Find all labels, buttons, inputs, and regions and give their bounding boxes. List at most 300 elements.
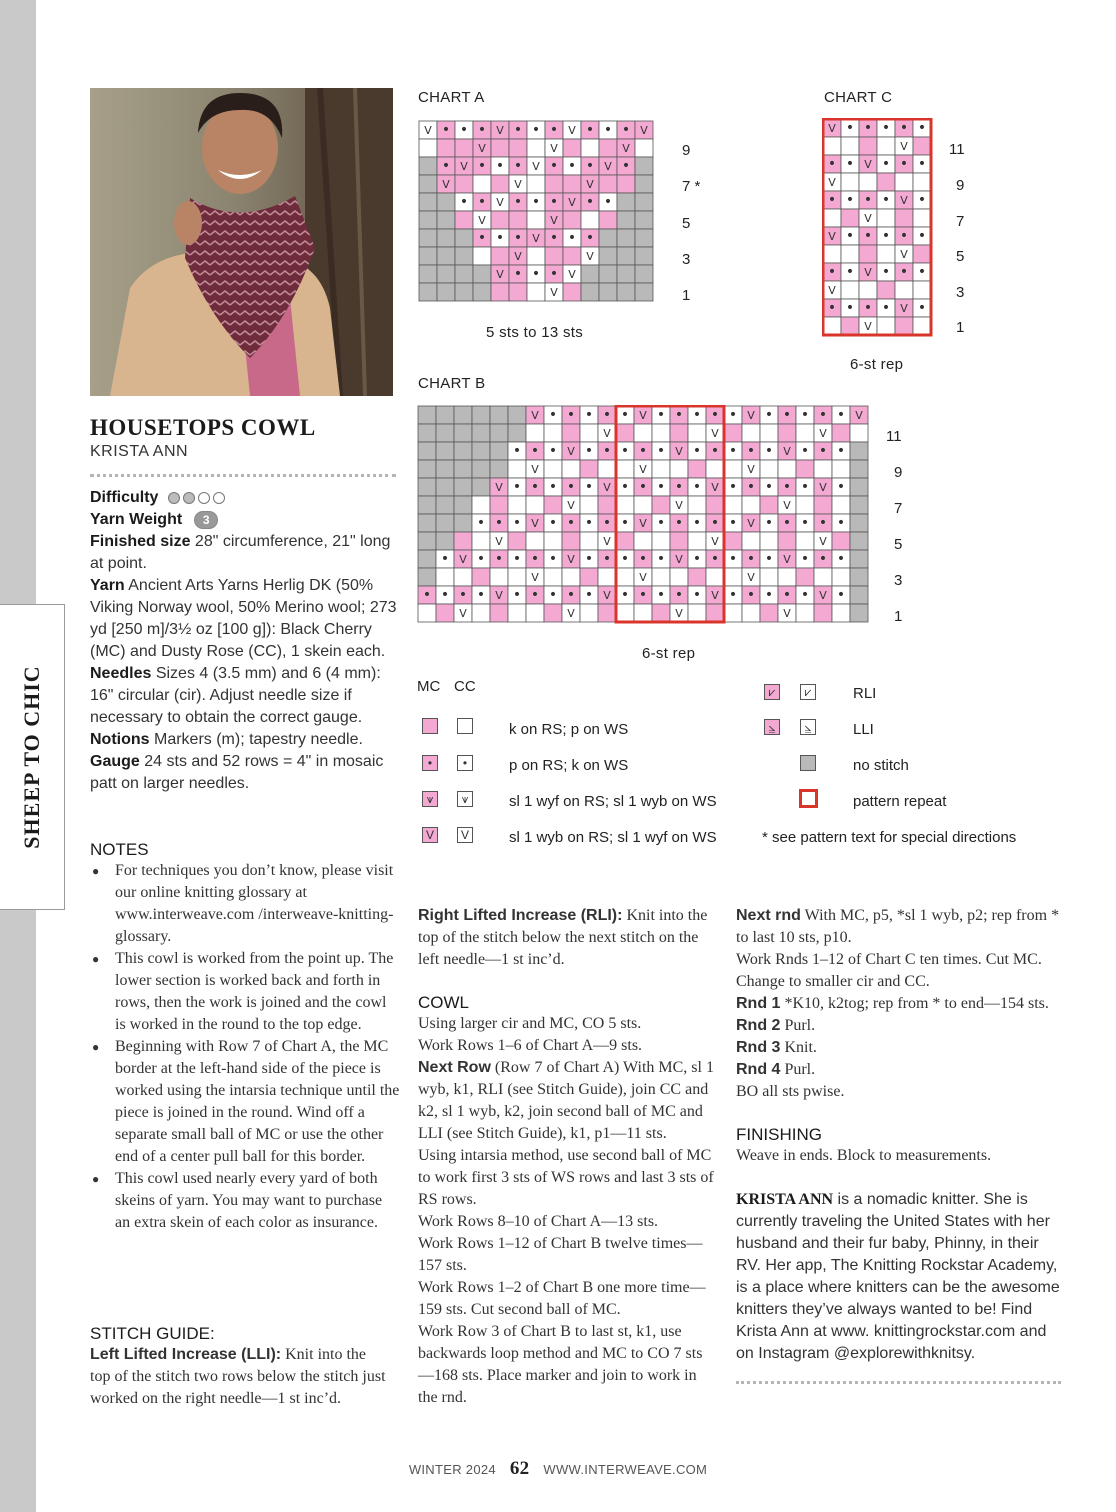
chart-cell — [877, 245, 895, 263]
chart-cell — [598, 460, 616, 478]
rli-text: Knit into the top of the stitch below the next stitch on the left needle—1 st inc’d. — [418, 907, 708, 968]
chart-cell — [616, 496, 634, 514]
chart-cell — [436, 604, 454, 622]
chart-symbol: • — [459, 122, 469, 138]
chart-cell — [455, 247, 473, 265]
chart-symbol: • — [549, 158, 559, 174]
chart-cell — [454, 478, 472, 496]
chart-symbol: • — [567, 230, 577, 246]
column-right — [736, 905, 1061, 1384]
chart-symbol: V — [550, 214, 558, 227]
list-item: ● This cowl used nearly every yard of both skeins of yarn. You may want to purchase an extra skein of each color as insurance. — [90, 1168, 400, 1234]
chart-cell — [527, 139, 545, 157]
chart-cell — [859, 281, 877, 299]
chart-cell — [418, 496, 436, 514]
chart-symbol: • — [836, 407, 846, 423]
cowl-step: Work Rows 8–10 of Chart A—13 sts. — [418, 1213, 659, 1230]
chart-cell — [437, 139, 455, 157]
chart-symbol: • — [845, 120, 855, 136]
chart-cell — [823, 317, 841, 335]
chart-symbol: • — [585, 158, 595, 174]
chart-cell — [617, 247, 635, 265]
column-middle — [418, 905, 718, 1409]
chart-symbol: • — [476, 587, 486, 603]
chart-cell — [877, 137, 895, 155]
chart-symbol: V — [496, 124, 504, 137]
chart-cell — [778, 460, 796, 478]
chart-cell — [419, 211, 437, 229]
chart-symbol: • — [603, 194, 613, 210]
row-label: 9 — [682, 142, 691, 159]
chart-symbol: • — [441, 158, 451, 174]
chart-symbol: • — [710, 443, 720, 459]
chart-symbol: V — [675, 553, 683, 566]
chart-symbol: V — [711, 589, 719, 602]
notes-list — [90, 860, 400, 1234]
chart-symbol: V — [567, 445, 575, 458]
chart-symbol: V — [531, 409, 539, 422]
chart-symbol: • — [800, 407, 810, 423]
chart-symbol: • — [530, 587, 540, 603]
chart-cell — [491, 283, 509, 301]
chart-symbol: • — [827, 156, 837, 172]
chart-symbol: • — [746, 479, 756, 495]
chart-symbol: • — [549, 122, 559, 138]
chart-cell — [418, 604, 436, 622]
chart-cell — [455, 139, 473, 157]
chart-symbol: • — [881, 120, 891, 136]
chart-cell — [634, 424, 652, 442]
chart-symbol: • — [656, 443, 666, 459]
chart-symbol: • — [530, 551, 540, 567]
chart-symbol: • — [584, 479, 594, 495]
chart-symbol: V — [819, 589, 827, 602]
chart-symbol: • — [899, 264, 909, 280]
chart-cell — [724, 604, 742, 622]
chart-symbol: • — [692, 443, 702, 459]
rnd1-label: Rnd 1 — [736, 995, 781, 1012]
legend-sl-wyb-cc: V — [457, 827, 473, 843]
chart-symbol: • — [584, 443, 594, 459]
list-item: ● Beginning with Row 7 of Chart A, the MC border at the left-hand side of the piece is worked using the intarsia technique until the piece is joined in the round. Wind off a separate small ball of MC or use the other end of a center pull ball for this border. — [90, 1036, 400, 1168]
chart-symbol: • — [674, 407, 684, 423]
chart-cell — [580, 460, 598, 478]
chart-cell — [454, 442, 472, 460]
chart-cell — [895, 281, 913, 299]
rnd3-label: Rnd 3 — [736, 1039, 781, 1056]
chart-cell — [418, 478, 436, 496]
chart-cell — [508, 568, 526, 586]
chart-symbol: • — [818, 443, 828, 459]
chart-cell — [419, 157, 437, 175]
chart-cell — [544, 496, 562, 514]
chart-symbol: • — [800, 479, 810, 495]
chart-symbol: • — [584, 551, 594, 567]
section-tab — [0, 604, 65, 910]
chart-symbol: • — [621, 122, 631, 138]
chart-cell — [796, 532, 814, 550]
row-label: 11 — [949, 141, 965, 158]
chart-cell — [913, 137, 931, 155]
chart-symbol: • — [800, 551, 810, 567]
chart-symbol: V — [514, 178, 522, 191]
chart-symbol: • — [548, 443, 558, 459]
row-label: 5 — [894, 536, 903, 553]
chart-symbol: • — [656, 407, 666, 423]
chart-cell — [508, 604, 526, 622]
legend-sl-wyf-mc: ⩛ — [422, 791, 438, 807]
chart-symbol: V — [828, 230, 836, 243]
yarn-weight-icon — [194, 511, 218, 529]
chart-cell — [544, 604, 562, 622]
list-item: ● For techniques you don’t know, please visit our online knitting glossary at www.interweave.com /interweave-knitting-glossary. — [90, 860, 400, 948]
chart-symbol: • — [584, 515, 594, 531]
chart-cell — [895, 173, 913, 191]
chart-cell — [472, 568, 490, 586]
chart-symbol: • — [566, 407, 576, 423]
chart-cell — [634, 532, 652, 550]
chart-cell — [841, 173, 859, 191]
chart-cell — [454, 406, 472, 424]
chart-cell — [841, 245, 859, 263]
chart-symbol: V — [622, 142, 630, 155]
chart-symbol: V — [495, 589, 503, 602]
chart-a-title: CHART A — [418, 89, 485, 106]
chart-symbol: • — [477, 194, 487, 210]
chart-symbol: V — [550, 142, 558, 155]
bind-off: BO all sts pwise. — [736, 1083, 845, 1100]
notes-heading: NOTES — [90, 840, 149, 859]
chart-cell — [688, 460, 706, 478]
difficulty-dot — [183, 492, 195, 504]
chart-symbol: • — [710, 407, 720, 423]
col3-step: Change to smaller cir and CC. — [736, 973, 930, 990]
chart-symbol: V — [855, 409, 863, 422]
chart-cell — [454, 532, 472, 550]
lli-label: Left Lifted Increase (LLI): — [90, 1346, 282, 1363]
chart-symbol: • — [881, 300, 891, 316]
chart-symbol: • — [800, 587, 810, 603]
chart-cell — [760, 424, 778, 442]
chart-cell — [436, 424, 454, 442]
chart-symbol: • — [746, 587, 756, 603]
chart-cell — [688, 532, 706, 550]
chart-cell — [491, 175, 509, 193]
chart-cell — [742, 496, 760, 514]
chart-symbol: • — [692, 587, 702, 603]
chart-cell — [508, 496, 526, 514]
chart-symbol: V — [747, 409, 755, 422]
chart-cell — [617, 193, 635, 211]
legend-sl-wyb-mc: V — [422, 827, 438, 843]
chart-symbol: • — [602, 407, 612, 423]
chart-cell — [418, 532, 436, 550]
chart-symbol: • — [863, 300, 873, 316]
chart-cell — [455, 283, 473, 301]
chart-cell — [490, 442, 508, 460]
bio-text: is a nomadic knitter. She is currently traveling the United States with her husband and their fur baby, Phinny, in their RV. Her app, The Knitting Rockstar Academy, is a place where knitters can be the awesome knitters they’ve always wanted to be! Find Krista Ann at www. knittingrockstar.com and on Instagram @explorewithknitsy. — [736, 1191, 1060, 1362]
chart-symbol: • — [917, 120, 927, 136]
chart-cell — [913, 173, 931, 191]
chart-cell — [796, 460, 814, 478]
chart-symbol: • — [818, 551, 828, 567]
chart-cell — [635, 283, 653, 301]
cowl-step: Using intarsia method, use second ball of MC to work first 3 sts of WS rows and last 3 sts of RS rows. — [418, 1147, 714, 1208]
chart-cell — [563, 211, 581, 229]
chart-symbol: • — [746, 443, 756, 459]
chart-cell — [652, 604, 670, 622]
chart-symbol: • — [638, 443, 648, 459]
chart-cell — [581, 283, 599, 301]
chart-symbol: V — [675, 445, 683, 458]
chart-cell — [796, 604, 814, 622]
chart-cell — [617, 211, 635, 229]
chart-symbol: • — [566, 479, 576, 495]
chart-b-caption: 6-st rep — [642, 645, 696, 662]
chart-symbol: • — [513, 194, 523, 210]
chart-cell — [616, 532, 634, 550]
chart-cell — [724, 532, 742, 550]
chart-symbol: • — [656, 551, 666, 567]
chart-symbol: V — [864, 320, 872, 333]
chart-cell — [724, 424, 742, 442]
chart-cell — [418, 442, 436, 460]
chart-symbol: • — [531, 194, 541, 210]
chart-symbol: • — [476, 551, 486, 567]
footer-site: WWW.INTERWEAVE.COM — [543, 1462, 708, 1477]
chart-symbol: V — [478, 214, 486, 227]
chart-cell — [823, 209, 841, 227]
chart-cell — [418, 568, 436, 586]
chart-cell — [580, 496, 598, 514]
row-label: 1 — [894, 608, 903, 625]
finishing-heading: FINISHING — [736, 1125, 822, 1144]
finished-size-label: Finished size — [90, 533, 191, 550]
chart-symbol: V — [459, 553, 467, 566]
chart-symbol: • — [585, 194, 595, 210]
chart-symbol: • — [728, 515, 738, 531]
legend-repeat-text: pattern repeat — [853, 793, 947, 810]
chart-cell — [562, 424, 580, 442]
chart-symbol: • — [899, 156, 909, 172]
legend-no-stitch — [800, 755, 816, 771]
cowl-step: Using larger cir and MC, CO 5 sts. — [418, 1015, 642, 1032]
chart-cell — [436, 478, 454, 496]
chart-cell — [760, 460, 778, 478]
difficulty-dot — [213, 492, 225, 504]
chart-symbol: • — [458, 587, 468, 603]
chart-symbol: • — [764, 515, 774, 531]
chart-cell — [508, 460, 526, 478]
chart-cell — [895, 317, 913, 335]
chart-cell — [472, 460, 490, 478]
chart-cell — [419, 193, 437, 211]
cowl-step: Work Rows 1–6 of Chart A—9 sts. — [418, 1037, 643, 1054]
chart-symbol: • — [728, 479, 738, 495]
chart-cell — [634, 604, 652, 622]
chart-cell — [617, 265, 635, 283]
chart-symbol: • — [512, 515, 522, 531]
chart-symbol: • — [549, 194, 559, 210]
chart-symbol: V — [586, 178, 594, 191]
chart-cell — [436, 406, 454, 424]
chart-symbol: • — [692, 515, 702, 531]
chart-cell — [598, 496, 616, 514]
chart-symbol: • — [692, 479, 702, 495]
chart-cell — [841, 137, 859, 155]
chart-symbol: V — [828, 122, 836, 135]
chart-cell — [580, 532, 598, 550]
chart-cell — [670, 568, 688, 586]
legend-rli-text: RLI — [853, 685, 877, 702]
chart-symbol: V — [478, 142, 486, 155]
chart-cell — [526, 424, 544, 442]
chart-cell — [635, 193, 653, 211]
chart-cell — [688, 604, 706, 622]
chart-symbol: • — [512, 551, 522, 567]
chart-symbol: V — [604, 160, 612, 173]
chart-symbol: • — [548, 587, 558, 603]
chart-symbol: • — [512, 587, 522, 603]
legend-purl-text: p on RS; k on WS — [509, 757, 629, 774]
chart-cell — [527, 175, 545, 193]
chart-symbol: V — [828, 284, 836, 297]
chart-cell — [760, 532, 778, 550]
chart-symbol: • — [513, 230, 523, 246]
chart-cell — [850, 460, 868, 478]
legend-sl-wyb-text: sl 1 wyb on RS; sl 1 wyf on WS — [509, 829, 717, 846]
chart-cell — [419, 247, 437, 265]
chart-cell — [616, 460, 634, 478]
legend-cc-label: CC — [454, 678, 476, 695]
yarn-weight-value: 3 — [202, 513, 210, 527]
chart-cell — [454, 514, 472, 532]
chart-c-caption: 6-st rep — [850, 356, 904, 373]
row-label: 1 — [956, 319, 965, 336]
chart-cell — [760, 604, 778, 622]
chart-symbol: V — [675, 607, 683, 620]
chart-symbol: V — [783, 607, 791, 620]
legend-note: * see pattern text for special directions — [762, 829, 1017, 846]
chart-symbol: • — [548, 479, 558, 495]
chart-cell — [850, 586, 868, 604]
chart-symbol: V — [819, 535, 827, 548]
legend-sl-wyf-text: sl 1 wyf on RS; sl 1 wyb on WS — [509, 793, 717, 810]
chart-symbol: V — [568, 268, 576, 281]
chart-cell — [670, 460, 688, 478]
chart-cell — [635, 139, 653, 157]
chart-symbol: V — [603, 481, 611, 494]
legend-knit-text: k on RS; p on WS — [509, 721, 629, 738]
row-label: 5 — [956, 248, 965, 265]
chart-cell — [742, 604, 760, 622]
legend-knit-mc — [422, 718, 438, 734]
next-row-text: (Row 7 of Chart A) With MC, sl 1 wyb, k1, RLI (see Stitch Guide), join CC and k2, sl 1 wyb, k2, join second ball of MC and LLI (see Stitch Guide), k1, p1—11 sts. — [418, 1059, 714, 1142]
chart-symbol: • — [782, 587, 792, 603]
chart-cell — [437, 283, 455, 301]
chart-symbol: V — [567, 607, 575, 620]
chart-cell — [796, 496, 814, 514]
chart-symbol: V — [711, 481, 719, 494]
chart-symbol: • — [530, 443, 540, 459]
chart-symbol: • — [638, 587, 648, 603]
chart-cell — [859, 245, 877, 263]
chart-symbol: • — [836, 587, 846, 603]
gauge-label: Gauge — [90, 753, 140, 770]
chart-symbol: • — [845, 264, 855, 280]
chart-symbol: V — [424, 124, 432, 137]
footer-season: WINTER 2024 — [408, 1462, 496, 1477]
chart-symbol: V — [711, 427, 719, 440]
chart-symbol: • — [917, 228, 927, 244]
chart-symbol: • — [917, 300, 927, 316]
chart-cell — [796, 424, 814, 442]
chart-symbol: V — [819, 481, 827, 494]
legend-lli-cc: ⦥ — [800, 719, 816, 735]
chart-symbol: V — [864, 266, 872, 279]
cowl-step: Work Rows 1–12 of Chart B twelve times—157 sts. — [418, 1235, 703, 1274]
lli-text: Knit into the top of the stitch two rows below the stitch just worked on the right needle—1 st inc’d. — [90, 1346, 386, 1407]
chart-symbol: • — [656, 515, 666, 531]
chart-symbol: • — [764, 443, 774, 459]
chart-cell — [455, 229, 473, 247]
chart-symbol: V — [864, 212, 872, 225]
row-label: 9 — [956, 177, 965, 194]
chart-cell — [814, 604, 832, 622]
difficulty-label: Difficulty — [90, 489, 159, 506]
chart-symbol: • — [800, 515, 810, 531]
chart-cell — [544, 532, 562, 550]
chart-cell — [832, 604, 850, 622]
finished-size-text: 28" circumference, 21" long at point. — [90, 533, 391, 572]
chart-cell — [563, 283, 581, 301]
chart-symbol: • — [621, 158, 631, 174]
chart-symbol: • — [459, 194, 469, 210]
chart-symbol: • — [567, 158, 577, 174]
chart-cell — [652, 460, 670, 478]
chart-cell — [599, 139, 617, 157]
chart-cell — [490, 604, 508, 622]
chart-symbol: V — [783, 445, 791, 458]
chart-cell — [508, 424, 526, 442]
chart-symbol: V — [900, 140, 908, 153]
chart-cell — [688, 496, 706, 514]
cowl-heading: COWL — [418, 993, 469, 1012]
chart-cell — [509, 211, 527, 229]
chart-symbol: V — [675, 499, 683, 512]
chart-cell — [455, 175, 473, 193]
chart-symbol: • — [602, 515, 612, 531]
next-rnd-label: Next rnd — [736, 907, 801, 924]
next-row-label: Next Row — [418, 1059, 491, 1076]
chart-cell — [616, 604, 634, 622]
chart-cell — [455, 265, 473, 283]
chart-cell — [670, 424, 688, 442]
chart-symbol: • — [818, 407, 828, 423]
chart-cell — [454, 424, 472, 442]
chart-symbol: V — [603, 589, 611, 602]
chart-cell — [652, 568, 670, 586]
chart-cell — [491, 139, 509, 157]
chart-symbol: • — [917, 192, 927, 208]
chart-cell — [859, 173, 877, 191]
chart-cell — [508, 532, 526, 550]
chart-cell — [472, 532, 490, 550]
chart-symbol: V — [603, 427, 611, 440]
chart-cell — [490, 460, 508, 478]
chart-symbol: • — [764, 551, 774, 567]
chart-cell — [472, 406, 490, 424]
